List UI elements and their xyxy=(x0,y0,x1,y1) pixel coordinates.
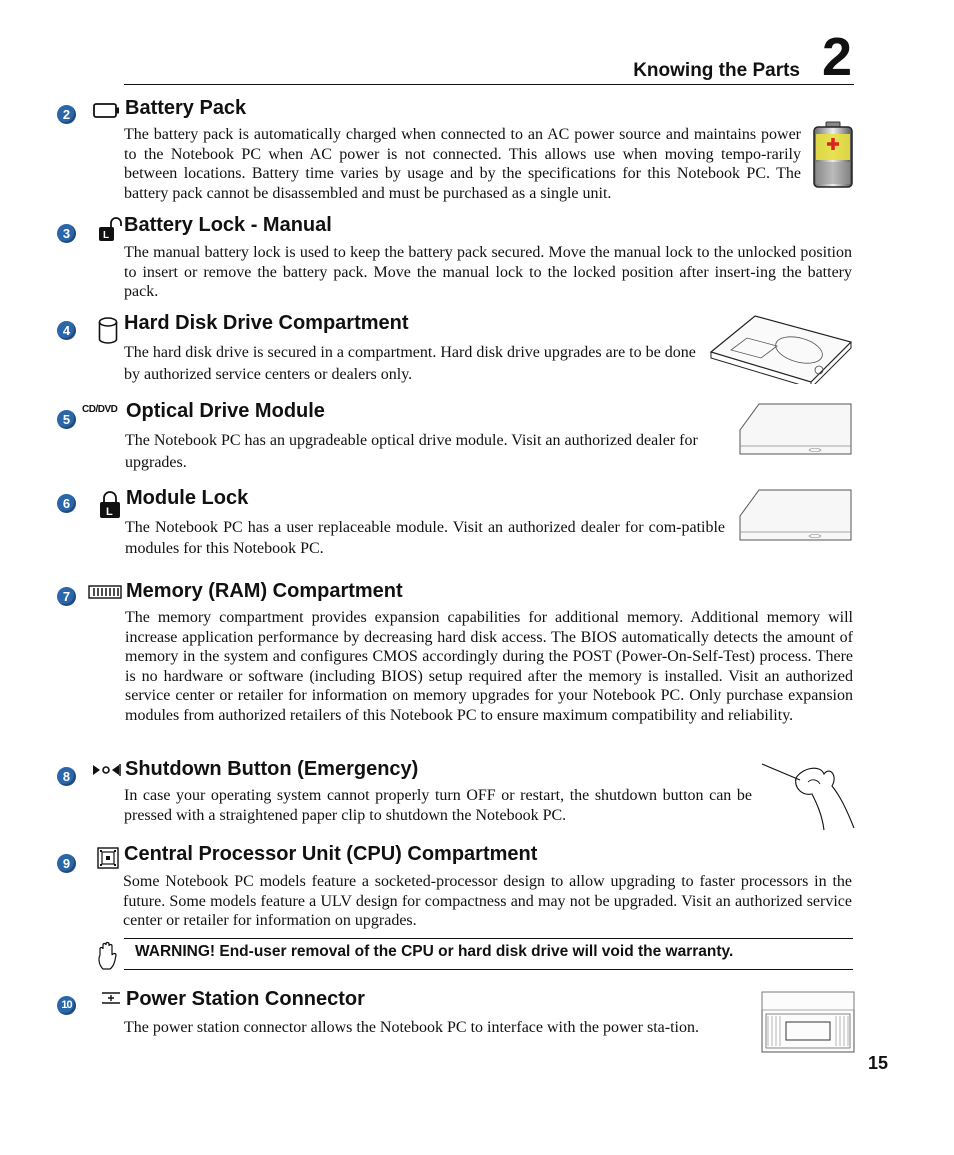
hard-disk-icon xyxy=(97,316,119,346)
memory-icon xyxy=(88,585,122,599)
section-text: The hard disk drive is secured in a compartment. Hard disk drive upgrades are to be done by authorized service centers or dealers only. xyxy=(124,344,696,383)
section-text: The Notebook PC has an upgradeable optical drive module. Visit an authorized dealer for upgrades. xyxy=(125,432,698,471)
item-number-badge: 4 xyxy=(57,321,76,340)
power-station-image xyxy=(760,990,856,1054)
section-text: Some Notebook PC models feature a socketed-processor design to allow upgrading to faster processors in the future. Some models feature a ULV design for compactness and may not be upgraded. Visit an authorized service center or retailer for information on upgrades. xyxy=(123,873,852,930)
chapter-number: 2 xyxy=(822,27,853,87)
optical-drive-image xyxy=(737,400,855,457)
item-number-badge: 6 xyxy=(57,494,76,513)
header-rule xyxy=(124,84,854,85)
warning-rule-bottom xyxy=(124,969,853,970)
section-title: Hard Disk Drive Compartment xyxy=(124,312,409,334)
cd-dvd-icon: CD/DVD xyxy=(82,404,118,415)
item-number-badge: 10 xyxy=(57,996,76,1015)
warning-rule-top xyxy=(124,938,853,939)
battery-image xyxy=(810,120,856,190)
page-number: 15 xyxy=(868,1053,889,1073)
section-title: Shutdown Button (Emergency) xyxy=(125,758,419,780)
section-title: Battery Pack xyxy=(125,97,247,119)
svg-text:L: L xyxy=(106,506,113,518)
section-title: Optical Drive Module xyxy=(126,400,325,422)
item-number-badge: 2 xyxy=(57,105,76,124)
lock-icon xyxy=(98,490,124,520)
section-title: Memory (RAM) Compartment xyxy=(126,580,403,602)
hard-disk-image xyxy=(707,312,855,384)
item-number-badge: 3 xyxy=(57,224,76,243)
power-station-icon xyxy=(101,991,121,1005)
unlock-icon xyxy=(97,216,123,242)
item-number-badge: 7 xyxy=(57,587,76,606)
warning-text: WARNING! End-user removal of the CPU or hard disk drive will void the warranty. xyxy=(135,943,734,960)
section-text: The power station connector allows the Notebook PC to interface with the power sta-tion. xyxy=(124,1019,699,1036)
section-text: In case your operating system cannot properly turn OFF or restart, the shutdown button can be pressed with a straightened paper clip to shutdown the Notebook PC. xyxy=(124,787,752,824)
module-image xyxy=(737,486,855,543)
running-header-title: Knowing the Parts xyxy=(633,60,800,81)
item-number-badge: 8 xyxy=(57,767,76,786)
section-title: Power Station Connector xyxy=(126,988,365,1010)
section-title: Module Lock xyxy=(126,487,249,509)
item-number-badge: 9 xyxy=(57,854,76,873)
shutdown-icon xyxy=(92,763,122,777)
battery-icon xyxy=(93,102,121,119)
section-title: Central Processor Unit (CPU) Compartment xyxy=(124,843,538,865)
section-text: The Notebook PC has a user replaceable module. Visit an authorized dealer for com-patible modules for this Notebook PC. xyxy=(125,519,725,557)
section-text: The battery pack is automatically charged when connected to an AC power source and maintains power to the Notebook PC when AC power is not connected. This allows use when moving tempo-rarily between locations. Battery time varies by usage and by the specifications for this Notebook PC. The battery pack cannot be disassembled and must be purchased as a single unit. xyxy=(124,126,801,202)
section-text: The memory compartment provides expansion capabilities for additional memory. Additional memory will increase application performance by decreasing hard disk access. The BIOS automatically detects the amount of memory in the system and configures CMOS accordingly during the POST (Power-On-Self-Test) process. There is no hardware or software (including BIOS) setup required after the memory is installed. Visit an authorized service center or retailer for information on memory upgrades for your Notebook PC. Only purchase expansion modules from authorized retailers of this Notebook PC to ensure maximum compatibility and reliability. xyxy=(125,609,853,724)
svg-text:L: L xyxy=(103,230,110,241)
section-title: Battery Lock - Manual xyxy=(124,214,332,236)
cpu-icon xyxy=(97,847,119,869)
hand-icon xyxy=(96,941,120,971)
paper-clip-hand-image xyxy=(760,760,856,832)
item-number-badge: 5 xyxy=(57,410,76,429)
section-text: The manual battery lock is used to keep the battery pack secured. Move the manual lock to the unlocked position to insert or remove the battery pack. Move the manual lock to the locked position after insert-ing the battery pack. xyxy=(124,244,852,301)
